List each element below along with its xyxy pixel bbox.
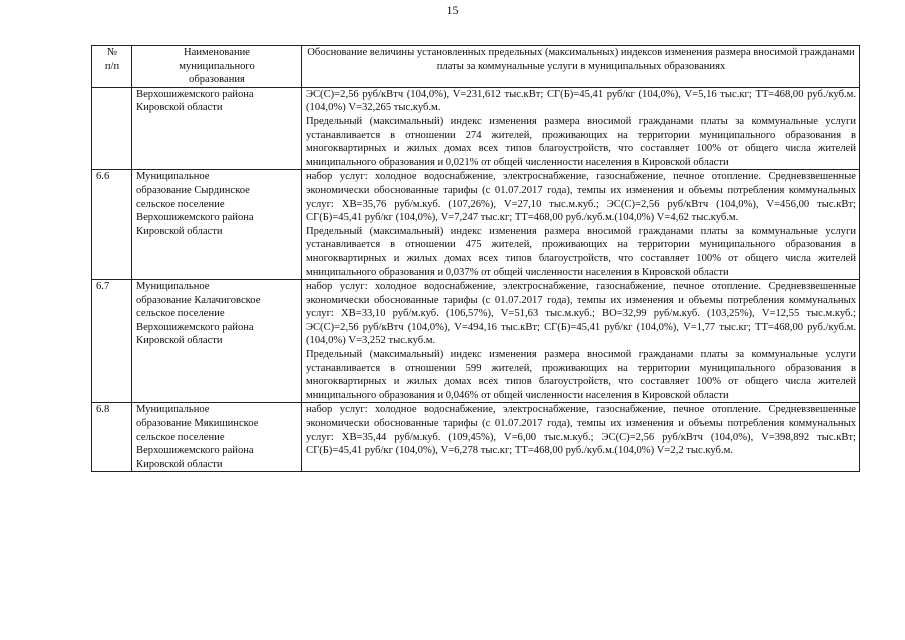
- header-justification: Обоснование величины установленных предельных (максимальных) индексов изменения размера вносимой гражданами платы за коммунальные услуги в муниципальных образованиях: [302, 46, 860, 88]
- municipality-name: Муниципальное образование Калачиговское сельское поселение Верхошижемского района Кировской области: [132, 280, 302, 403]
- tariff-paragraph: набор услуг: холодное водоснабжение, электроснабжение, газоснабжение, печное отопление. Средневзвешенные экономически обоснованные тарифы (с 01.07.2017 года), темпы их изменения и объемы потребления коммунальных услуг: ХВ=35,76 руб/м.куб. (107,26%), V=27,10 тыс.м.куб.; ЭС(С)=2,56 руб/кВтч (104,0%), V=456,00 тыс.кВт; СГ(Б)=45,41 руб/кг (104,0%), V=7,247 тыс.кг; ТТ=468,00 руб./куб.м.(104,0%) V=4,62 тыс.куб.м.: [306, 171, 856, 224]
- row-number: 6.8: [92, 403, 132, 472]
- index-paragraph: Предельный (максимальный) индекс изменения размера вносимой гражданами платы за коммунальные услуги устанавливается в отношении 274 жителей, проживающих на территории муниципального образования в многоквартирных и жилых домах всех типов благоустройств, что составляет 100% от общего числа жителей мниципального образования и 0,021% от общей численности населения в Кировской области: [306, 115, 856, 168]
- header-municipality-name: Наименование муниципального образования: [132, 46, 302, 88]
- header-number: № п/п: [92, 46, 132, 88]
- row-number: 6.7: [92, 280, 132, 403]
- index-paragraph: Предельный (максимальный) индекс изменения размера вносимой гражданами платы за коммунальные услуги устанавливается в отношении 599 жителей, проживающих на территории муниципального образования в многоквартирных и жилых домах всех типов благоустройств, что составляет 100% от общего числа жителей мниципального образования и 0,046% от общей численности населения в Кировской области: [306, 349, 856, 401]
- justification-cell: [302, 403, 860, 472]
- row-number: 6.6: [92, 170, 132, 280]
- tariff-table: [91, 45, 860, 472]
- tariff-paragraph: набор услуг: холодное водоснабжение, электроснабжение, газоснабжение, печное отопление. Средневзвешенные экономически обоснованные тарифы (с 01.07.2017 года), темпы их изменения и объемы потребления коммунальных услуг: ХВ=33,10 руб/м.куб. (106,57%), V=51,63 тыс.м.куб.; ВО=32,99 руб/м.куб. (103,25%), V=12,55 тыс.м.куб.; ЭС(С)=2,56 руб/кВтч (104,0%), V=494,16 тыс.кВт; СГ(Б)=45,41 руб/кг (104,0%), V=1,77 тыс.кг; ТТ=468,00 руб./куб.м.(104,0%) V=3,252 тыс.куб.м.: [306, 281, 856, 347]
- justification-cell: [302, 170, 860, 280]
- page-number: 15: [446, 3, 459, 17]
- index-paragraph: Предельный (максимальный) индекс изменения размера вносимой гражданами платы за коммунальные услуги устанавливается в отношении 475 жителей, проживающих на территории муниципального образования в многоквартирных и жилых домах всех типов благоустройств, что составляет 100% от общего числа жителей мниципального образования и 0,037% от общей численности населения в Кировской области: [306, 225, 856, 278]
- table-row: [92, 87, 860, 170]
- municipality-name: Муниципальное образование Сырдинское сельское поселение Верхошижемского района Кировской области: [132, 170, 302, 280]
- header-row: [92, 46, 860, 88]
- municipality-name: Верхошижемского района Кировской области: [132, 87, 302, 170]
- justification-cell: [302, 280, 860, 403]
- table-row: [92, 280, 860, 403]
- table-row: [92, 403, 860, 472]
- table-row: [92, 170, 860, 280]
- justification-cell: [302, 87, 860, 170]
- row-number: [92, 87, 132, 170]
- tariff-paragraph: набор услуг: холодное водоснабжение, электроснабжение, газоснабжение, печное отопление. Средневзвешенные экономически обоснованные тарифы (с 01.07.2017 года), темпы их изменения и объемы потребления коммунальных услуг: ХВ=35,44 руб/м.куб. (109,45%), V=6,00 тыс.м.куб.; ЭС(С)=2,56 руб/кВтч (104,0%), V=398,892 тыс.кВт; СГ(Б)=45,41 руб/кг (104,0%), V=6,278 тыс.кг; ТТ=468,00 руб./куб.м.(104,0%) V=2,2 тыс.куб.м.: [306, 404, 856, 457]
- tariff-paragraph: ЭС(С)=2,56 руб/кВтч (104,0%), V=231,612 тыс.кВт; СГ(Б)=45,41 руб/кг (104,0%), V=5,16 тыс.кг; ТТ=468,00 руб./куб.м.(104,0%) V=32,265 тыс.куб.м.: [306, 88, 856, 114]
- municipality-name: Муниципальное образование Мякишинское сельское поселение Верхошижемского района Кировской области: [132, 403, 302, 472]
